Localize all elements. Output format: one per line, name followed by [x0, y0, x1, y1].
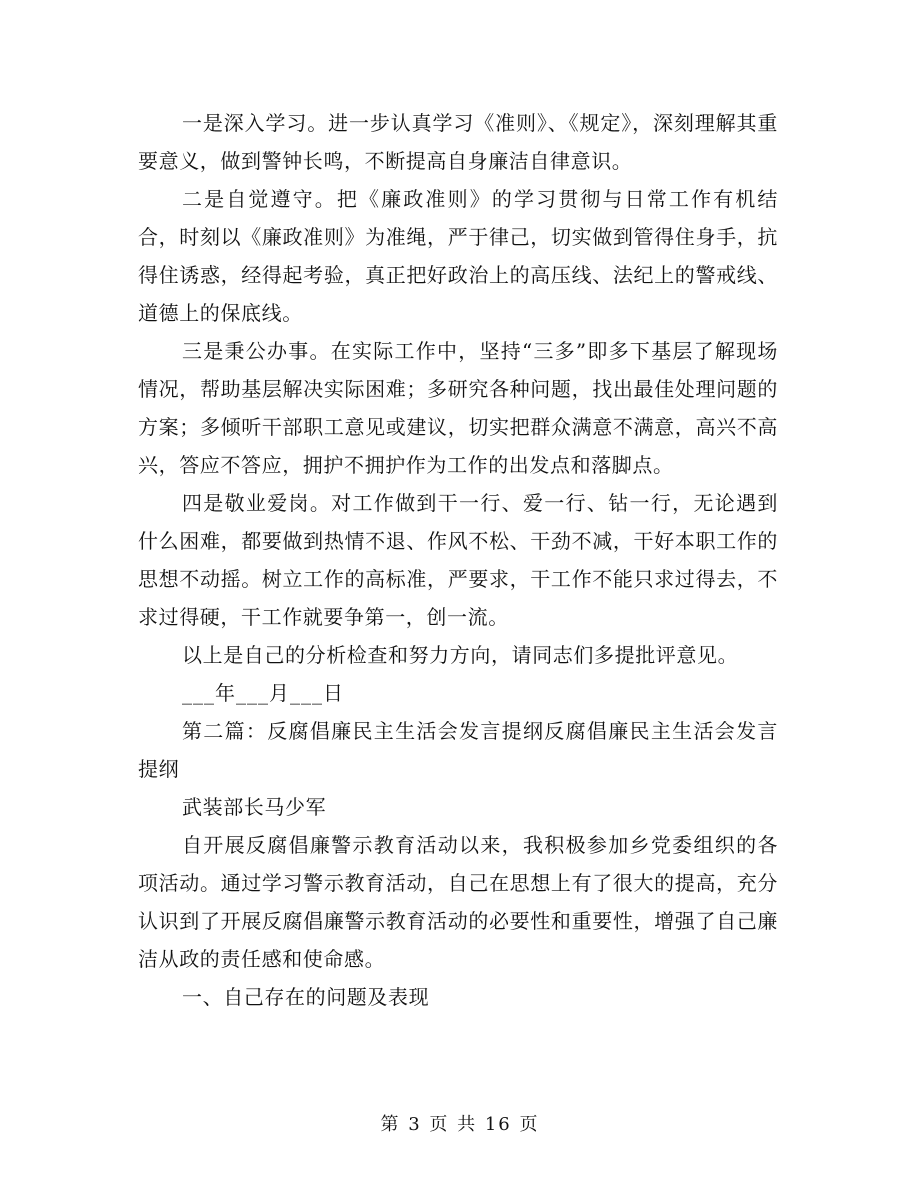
paragraph-intro: 自开展反腐倡廉警示教育活动以来，我积极参加乡党委组织的各项活动。通过学习警示教育活动，自己在思想上有了很大的提高，充分认识到了开展反腐倡廉警示教育活动的必要性和重要性，增强了自己廉洁从政的责任感和使命感。 [138, 833, 778, 971]
document-body [138, 104, 778, 1016]
paragraph-study: 一是深入学习。进一步认真学习《准则》、《规定》，深刻理解其重要意义，做到警钟长鸣，不断提高自身廉洁自律意识。 [138, 111, 778, 173]
date-line: ___年___月___日 [182, 681, 344, 705]
heading-problems: 一、自己存在的问题及表现 [182, 985, 430, 1009]
page-number-footer: 第 3 页 共 16 页 [380, 1114, 540, 1135]
paragraph-closing: 以上是自己的分析检查和努力方向，请同志们多提批评意见。 [182, 643, 739, 667]
paragraph-dedication: 四是敬业爱岗。对工作做到干一行、爱一行、钻一行，无论遇到什么困难，都要做到热情不退、作风不松、干劲不减，干好本职工作的思想不动摇。树立工作的高标准，严要求，干工作不能只求过得去，不求过得硬，干工作就要争第一，创一流。 [138, 491, 778, 629]
author-line: 武装部长马少军 [182, 795, 327, 819]
paragraph-impartial: 三是秉公办事。在实际工作中，坚持“三多”即多下基层了解现场情况，帮助基层解决实际困难；多研究各种问题，找出最佳处理问题的方案；多倾听干部职工意见或建议，切实把群众满意不满意，高兴不高兴，答应不答应，拥护不拥护作为工作的出发点和落脚点。 [138, 339, 778, 477]
paragraph-comply: 二是自觉遵守。把《廉政准则》的学习贯彻与日常工作有机结合，时刻以《廉政准则》为准绳，严于律己，切实做到管得住身手，抗得住诱惑，经得起考验，真正把好政治上的高压线、法纪上的警戒线、道德上的保底线。 [138, 187, 778, 325]
section-title-second: 第二篇：反腐倡廉民主生活会发言提纲反腐倡廉民主生活会发言提纲 [138, 719, 778, 781]
